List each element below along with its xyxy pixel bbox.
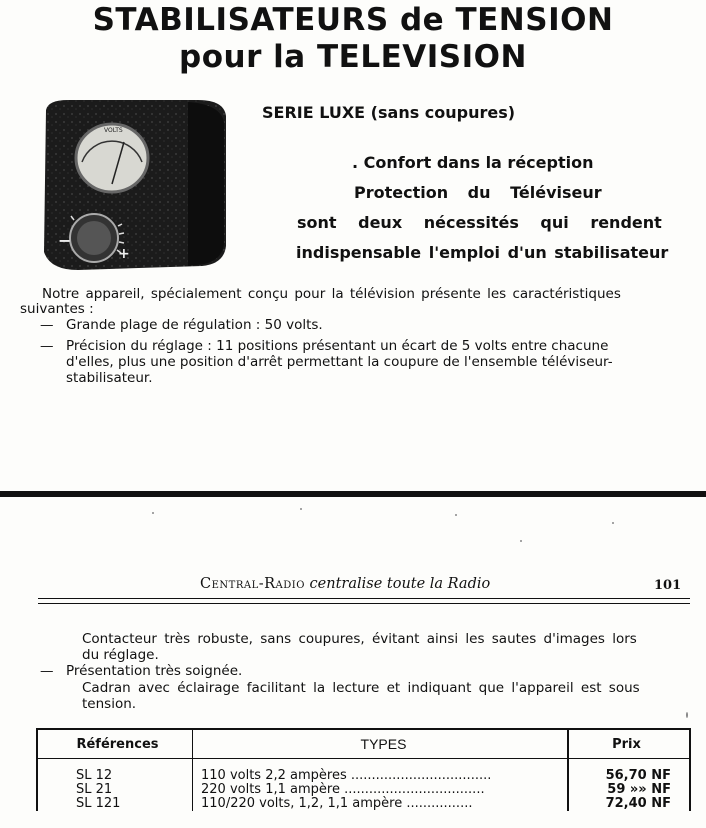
dash: — (40, 317, 54, 333)
continuation-line-4: tension. (82, 696, 137, 712)
type-cell: 110 volts 2,2 ampères .................................. (193, 759, 569, 784)
reference-cell: SL 121 (37, 797, 193, 811)
continuation-item (40, 664, 242, 680)
table-row (37, 783, 690, 797)
claim-line-3: sont deux nécessités qui rendent (297, 213, 662, 232)
dash: — (40, 663, 54, 679)
type-cell: 220 volts 1,1 ampère .................................. (193, 783, 569, 797)
feature-text-1: Grande plage de régulation : 50 volts. (66, 317, 323, 333)
claim-line-1: . Confort dans la réception (352, 153, 594, 172)
column-header-types: TYPES (193, 729, 569, 759)
intro-line-2: suivantes : (20, 301, 94, 317)
feature-text-2: Précision du réglage : 11 positions présentant un écart de 5 volts entre chacune (66, 338, 609, 354)
feature-text-2c: stabilisateur. (66, 370, 153, 386)
minus-sign: − (58, 231, 72, 250)
table-header-row (37, 729, 690, 759)
feature-item-2 (40, 339, 608, 355)
page-separator (0, 491, 706, 497)
type-cell: 110/220 volts, 1,2, 1,1 ampère ................ (193, 797, 569, 811)
meter-label: VOLTS (104, 127, 123, 134)
reference-cell: SL 12 (37, 759, 193, 784)
feature-item-1 (40, 318, 323, 334)
price-cell: 59 »» NF (568, 783, 690, 797)
brand-name: Central-Radio (200, 576, 305, 592)
feature-text-2b: d'elles, plus une position d'arrêt permettant la coupure de l'ensemble téléviseur- (66, 354, 613, 370)
column-header-prix: Prix (568, 729, 690, 759)
serie-label: SERIE LUXE (sans coupures) (262, 103, 516, 122)
reference-cell: SL 21 (37, 783, 193, 797)
column-header-references: Références (37, 729, 193, 759)
table-row (37, 759, 690, 784)
page-title-line-1: STABILISATEURS de TENSION (92, 2, 614, 38)
claim-line-4: indispensable l'emploi d'un stabilisateur (296, 243, 669, 262)
page-number: 101 (654, 578, 682, 593)
continuation-line-1: Contacteur très robuste, sans coupures, évitant ainsi les sautes d'images lors (82, 631, 637, 647)
price-cell: 72,40 NF (568, 797, 690, 811)
slogan: centralise toute la Radio (309, 576, 491, 592)
footer-rule (38, 598, 690, 604)
continuation-line-2: du réglage. (82, 647, 159, 663)
price-table (36, 728, 691, 811)
table-row (37, 797, 690, 811)
dash: — (40, 338, 54, 354)
continuation-line-3: Cadran avec éclairage facilitant la lecture et indiquant que l'appareil est sous (82, 680, 640, 696)
intro-line-1: Notre appareil, spécialement conçu pour la télévision présente les caractéristiques (42, 286, 621, 302)
running-footer (200, 576, 490, 592)
price-cell: 56,70 NF (568, 759, 690, 784)
plus-sign: + (118, 246, 130, 262)
claim-line-2: Protection du Téléviseur (354, 183, 602, 202)
stabilizer-photo (38, 96, 228, 272)
page-title-line-2: pour la TELEVISION (179, 39, 527, 75)
continuation-item-text: Présentation très soignée. (66, 663, 243, 679)
